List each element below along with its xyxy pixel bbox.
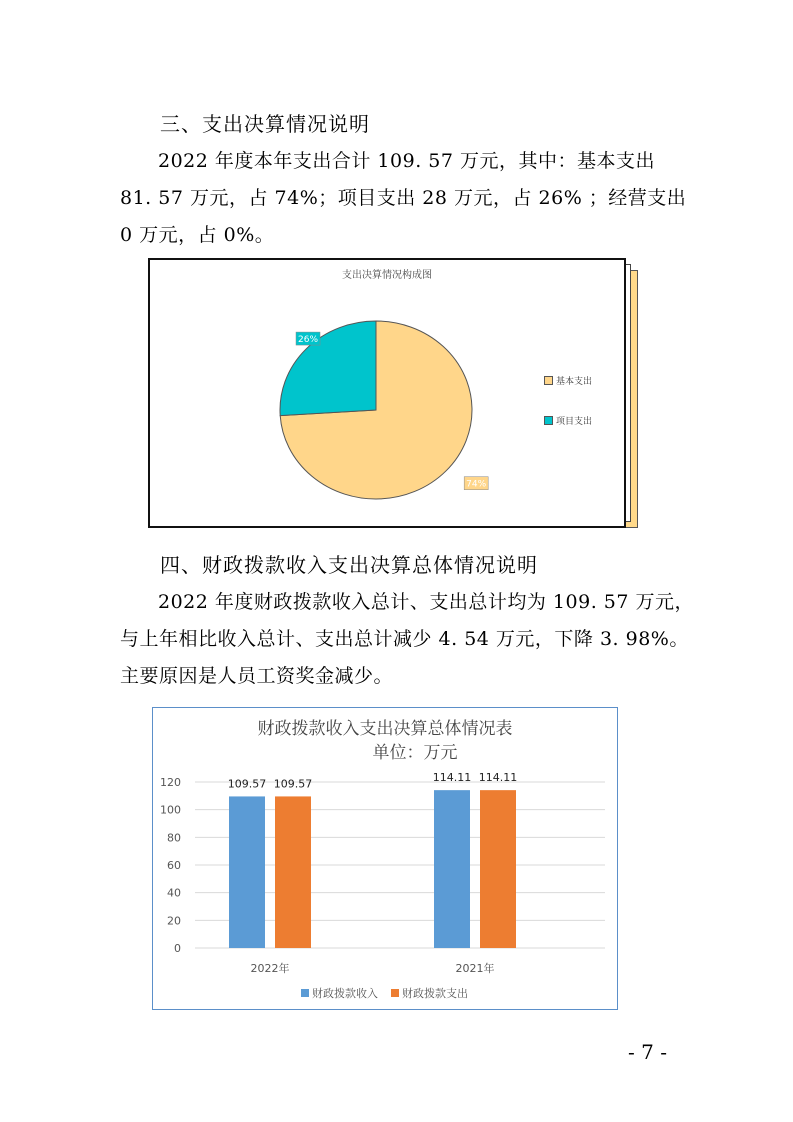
page-number: - 7 - xyxy=(628,1040,667,1064)
bar-expense xyxy=(275,796,311,948)
pie-data-label: 74% xyxy=(466,479,487,490)
legend-swatch xyxy=(301,989,309,997)
y-tick-label: 0 xyxy=(174,942,181,955)
bar-chart-canvas xyxy=(153,708,617,1009)
legend-swatch xyxy=(391,989,399,997)
bar-data-label: 109.57 xyxy=(227,777,267,791)
pie-chart xyxy=(148,258,626,528)
pie-slice-project xyxy=(280,321,376,416)
paragraph-line: 2022 年度本年支出合计 109. 57 万元，其中：基本支出 xyxy=(158,150,655,172)
legend-label: 基本支出 xyxy=(556,377,593,387)
y-tick-label: 60 xyxy=(167,859,181,872)
bar-data-label: 114.11 xyxy=(478,771,518,785)
section-heading-expenditure: 三、支出决算情况说明 xyxy=(160,112,370,136)
bar-income xyxy=(434,790,470,948)
legend-label: 财政拨款支出 xyxy=(402,987,468,1000)
y-tick-label: 20 xyxy=(167,914,181,928)
paragraph-fiscal xyxy=(120,584,694,695)
x-category-label: 2021年 xyxy=(455,962,495,975)
bar-expense xyxy=(480,790,516,948)
legend-swatch xyxy=(544,416,553,425)
bar-chart-subtitle: 单位：万元 xyxy=(372,743,458,763)
bar-data-label: 114.11 xyxy=(432,771,472,785)
legend-label: 财政拨款收入 xyxy=(312,987,378,1000)
bar-income xyxy=(229,796,265,948)
bar-chart xyxy=(152,707,618,1010)
bar-chart-title: 财政拨款收入支出决算总体情况表 xyxy=(257,719,513,739)
bar-data-label: 109.57 xyxy=(273,777,313,791)
y-tick-label: 120 xyxy=(160,776,181,789)
legend-item-basic xyxy=(544,374,592,387)
pie-chart-title: 支出决算情况构成图 xyxy=(342,270,432,281)
y-tick-label: 100 xyxy=(160,803,181,817)
legend-label: 项目支出 xyxy=(556,417,593,427)
section-heading-fiscal: 四、财政拨款收入支出决算总体情况说明 xyxy=(160,553,538,577)
paragraph-line: 0 万元，占 0%。 xyxy=(120,224,275,246)
y-tick-label: 40 xyxy=(167,886,181,900)
x-category-label: 2022年 xyxy=(250,962,290,975)
legend-swatch xyxy=(544,376,553,385)
pie-chart-canvas xyxy=(150,260,624,526)
y-tick-label: 80 xyxy=(167,831,181,845)
paragraph-line: 与上年相比收入总计、支出总计减少 4. 54 万元，下降 3. 98%。 xyxy=(120,628,689,650)
paragraph-line: 81. 57 万元，占 74%；项目支出 28 万元，占 26% ；经营支出 xyxy=(120,187,687,209)
paragraph-line: 2022 年度财政拨款收入总计、支出总计均为 109. 57 万元， xyxy=(158,591,694,613)
pie-data-label: 26% xyxy=(298,335,319,346)
paragraph-expenditure xyxy=(120,143,687,254)
paragraph-line: 主要原因是人员工资奖金减少。 xyxy=(120,665,394,687)
legend-item-project xyxy=(544,414,592,427)
